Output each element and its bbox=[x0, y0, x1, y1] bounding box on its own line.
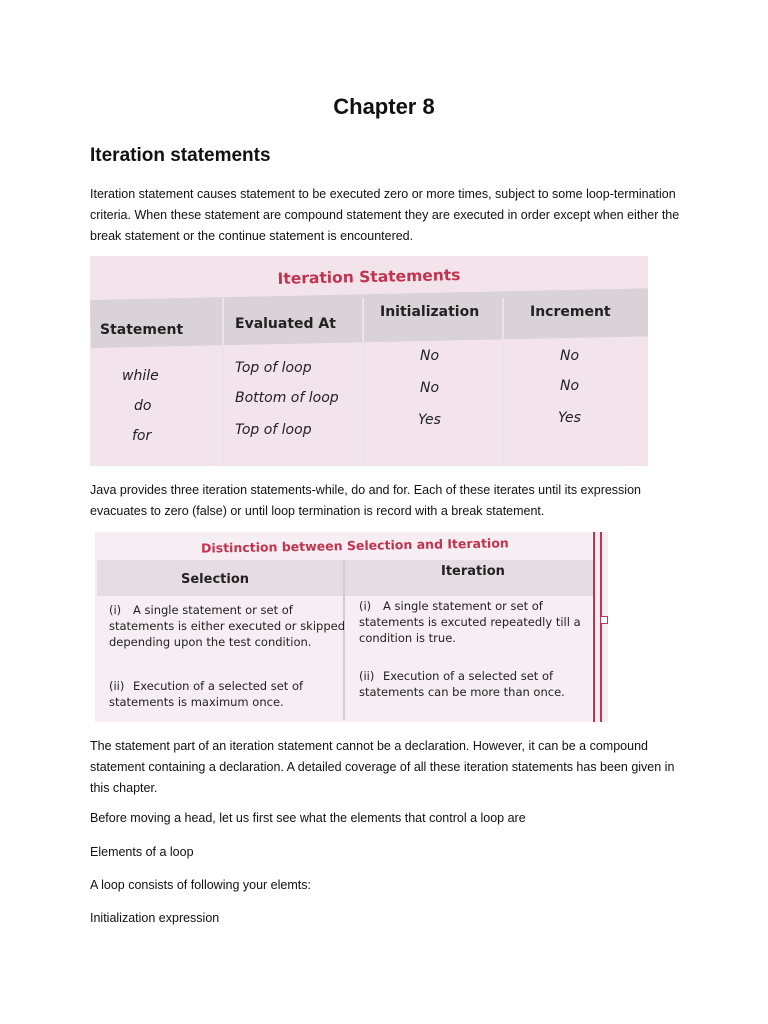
iteration-item: (i) A single statement or set of statements is excuted repeatedly till a condition is true. bbox=[359, 599, 581, 645]
paragraph-intro: Iteration statement causes statement to be executed zero or more times, subject to some loop-termination criteria. When these statement are compound statement they are executed in order except when either the break statement or the continue statement is encountered. bbox=[90, 187, 680, 243]
table-cell: Top of loop bbox=[235, 360, 312, 376]
column-header: Initialization bbox=[380, 304, 480, 320]
iteration-statements-figure bbox=[90, 256, 648, 466]
square-marker-icon bbox=[600, 616, 608, 624]
column-header: Iteration bbox=[441, 564, 505, 579]
column-divider bbox=[502, 298, 504, 466]
column-header: Selection bbox=[181, 572, 250, 587]
column-header: Evaluated At bbox=[235, 316, 336, 332]
column-header: Statement bbox=[100, 322, 184, 338]
table-cell: Yes bbox=[558, 410, 581, 426]
table-header-row bbox=[97, 560, 594, 596]
page-edge-line bbox=[600, 532, 602, 722]
figure-title: Distinction between Selection and Iteration bbox=[200, 535, 509, 556]
paragraph-java-iteration: Java provides three iteration statements-while, do and for. Each of these iterates until its expression evacuates to zero (false) or until loop termination is record with a break statement. bbox=[90, 483, 641, 518]
paragraph-loop-consists: A loop consists of following your elemts: bbox=[90, 878, 311, 892]
distinction-figure bbox=[95, 532, 608, 722]
table-cell: No bbox=[420, 380, 440, 396]
column-divider bbox=[222, 298, 224, 466]
table-cell: Top of loop bbox=[235, 422, 312, 438]
table-cell: do bbox=[134, 398, 152, 414]
column-header: Increment bbox=[530, 304, 611, 320]
selection-item: (ii) Execution of a selected set of statements is maximum once. bbox=[109, 679, 304, 709]
table-cell: No bbox=[560, 378, 580, 394]
paragraph-declaration: The statement part of an iteration statement cannot be a declaration. However, it can be a compound statement containing a declaration. A detailed coverage of all these iteration statements has been given in this chapter. bbox=[90, 739, 675, 795]
column-divider bbox=[362, 298, 364, 466]
paragraph-before-moving: Before moving a head, let us first see what the elements that control a loop are bbox=[90, 811, 526, 825]
table-cell: Bottom of loop bbox=[235, 390, 339, 406]
table-cell: No bbox=[420, 348, 440, 364]
figure-title: Iteration Statements bbox=[277, 266, 461, 288]
section-heading: Iteration statements bbox=[90, 145, 271, 166]
paragraph-elements-heading: Elements of a loop bbox=[90, 845, 194, 859]
table-cell: while bbox=[122, 368, 159, 384]
page-edge-line bbox=[593, 532, 595, 722]
table-cell: for bbox=[132, 428, 152, 444]
table-cell: No bbox=[560, 348, 580, 364]
table-cell: Yes bbox=[418, 412, 441, 428]
paragraph-initialization: Initialization expression bbox=[90, 911, 220, 925]
selection-item: (i) A single statement or set of statements is either executed or skipped depending upon the test condition. bbox=[109, 603, 346, 649]
chapter-title: Chapter 8 bbox=[333, 94, 435, 119]
iteration-item: (ii) Execution of a selected set of statements can be more than once. bbox=[359, 669, 565, 699]
